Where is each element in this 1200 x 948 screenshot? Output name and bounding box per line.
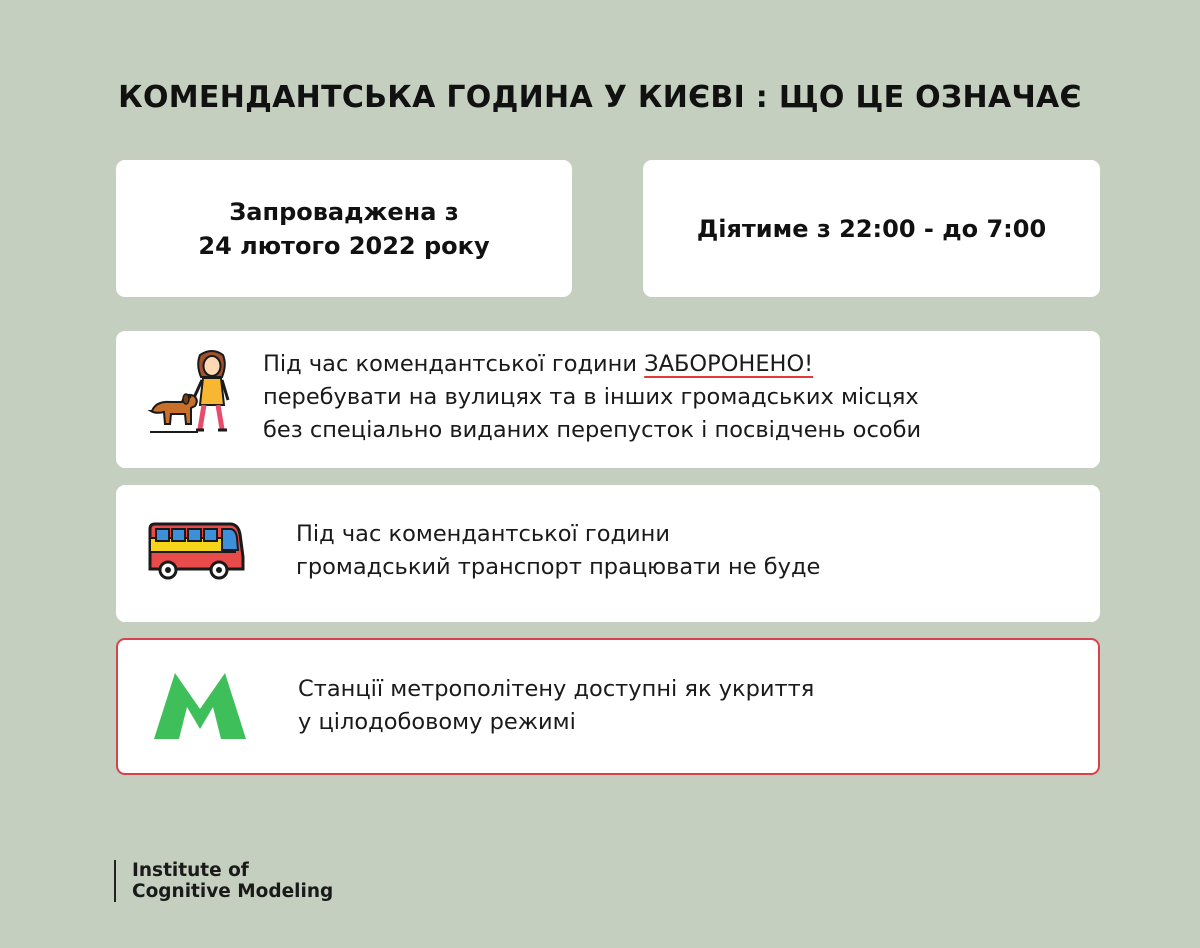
rule-card-streets [116,331,1100,468]
rule-text-metro [298,673,814,739]
bus-icon [146,521,246,587]
introduced-card [116,160,572,297]
rule-text-transport [296,518,820,584]
rule-transport-line-2: громадський транспорт працювати не буде [296,554,821,580]
rule-transport-line-1: Під час комендантської години [296,521,671,547]
institute-line-2: Cognitive Modeling [132,881,334,902]
introduced-text [198,195,489,263]
rule-text-streets [263,348,921,447]
rule-streets-line-3: без спеціально виданих перепусток і посвідчень особи [263,417,922,443]
rule-streets-line-1-prefix: Під час комендантської години [263,351,645,377]
person-walking-dog-icon [146,347,238,439]
rule-metro-line-1: Станції метрополітену доступні як укриття [298,676,815,702]
metro-logo-icon [154,673,246,743]
introduced-line-1: Запроваджена з [229,197,459,226]
page-title: КОМЕНДАНТСЬКА ГОДИНА У КИЄВІ : ЩО ЦЕ ОЗНАЧАЄ [118,80,1082,115]
rule-metro-line-2: у цілодобовому режимі [298,709,576,735]
rule-streets-line-1 [263,348,921,381]
institute-line-1: Institute of [132,860,249,881]
introduced-line-2: 24 лютого 2022 року [198,231,490,260]
rule-card-transport [116,485,1100,622]
forbidden-emphasis: ЗАБОРОНЕНО! [644,351,814,377]
hours-text: Діятиме з 22:00 - до 7:00 [696,214,1047,243]
institute-logo [114,860,333,902]
rule-streets-line-2: перебувати на вулицях та в інших громадських місцях [263,384,919,410]
rule-card-metro [116,638,1100,775]
hours-card [643,160,1100,297]
